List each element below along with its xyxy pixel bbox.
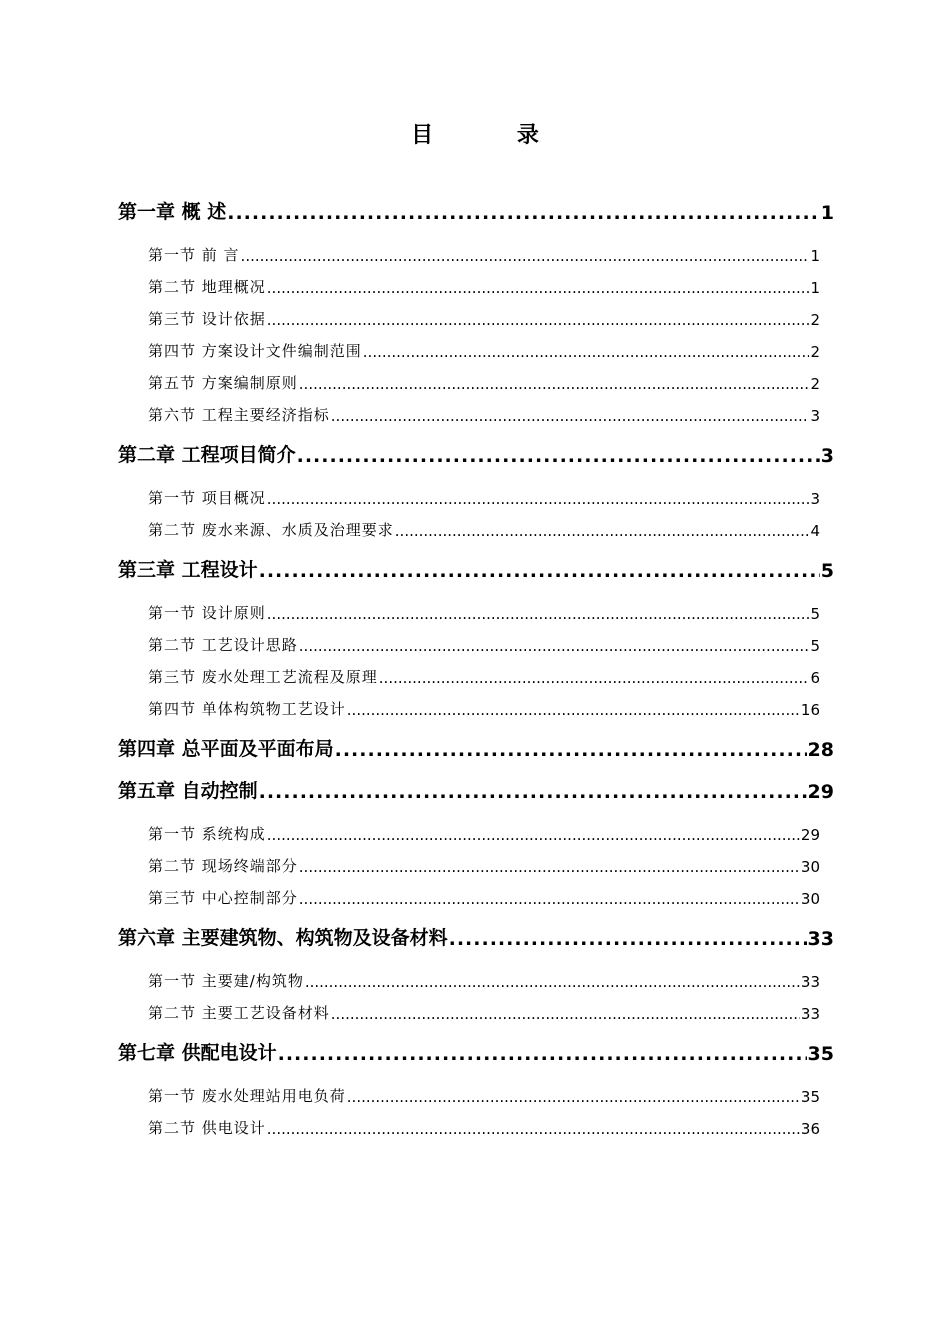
- dot-leader: [347, 701, 800, 719]
- dot-leader: [299, 637, 810, 655]
- toc-entry-page-number: 30: [800, 890, 820, 908]
- toc-entry-page-number: 5: [810, 605, 820, 623]
- dot-leader: [267, 490, 810, 508]
- toc-entry-label: 第一节 系统构成: [148, 825, 266, 843]
- toc-entry-label: 第一节 项目概况: [148, 489, 266, 507]
- toc-entry-page-number: 5: [810, 637, 820, 655]
- toc-entry-page-number: 1: [810, 279, 820, 297]
- toc-entry-label: 第六章 主要建筑物、构筑物及设备材料: [118, 927, 448, 949]
- dot-leader: [267, 605, 810, 623]
- dot-leader: [278, 1043, 807, 1065]
- toc-entry-label: 第三节 设计依据: [148, 310, 266, 328]
- toc-entry-page-number: 3: [820, 445, 834, 467]
- toc-entry-page-number: 28: [807, 739, 834, 761]
- toc-entry-label: 第六节 工程主要经济指标: [148, 406, 330, 424]
- dot-leader: [305, 973, 800, 991]
- toc-chapter-entry[interactable]: [118, 441, 834, 467]
- toc-section-entry[interactable]: [148, 666, 820, 687]
- toc-entry-page-number: 35: [800, 1088, 820, 1106]
- table-of-contents: [118, 198, 834, 1138]
- toc-entry-page-number: 1: [820, 202, 834, 224]
- toc-entry-page-number: 33: [807, 928, 834, 950]
- toc-section-entry[interactable]: [148, 970, 820, 991]
- toc-entry-page-number: 6: [810, 669, 820, 687]
- dot-leader: [395, 522, 810, 540]
- toc-entry-page-number: 2: [810, 311, 820, 329]
- toc-entry-label: 第四章 总平面及平面布局: [118, 738, 334, 760]
- toc-section-entry[interactable]: [148, 276, 820, 297]
- toc-entry-page-number: 2: [810, 375, 820, 393]
- dot-leader: [299, 890, 800, 908]
- dot-leader: [297, 445, 820, 467]
- toc-entry-label: 第三章 工程设计: [118, 559, 258, 581]
- toc-section-entry[interactable]: [148, 308, 820, 329]
- toc-entry-label: 第二节 工艺设计思路: [148, 636, 298, 654]
- toc-entry-page-number: 29: [807, 781, 834, 803]
- toc-section-entry[interactable]: [148, 404, 820, 425]
- toc-section-entry[interactable]: [148, 698, 820, 719]
- dot-leader: [449, 928, 807, 950]
- toc-chapter-entry[interactable]: [118, 924, 834, 950]
- toc-entry-page-number: 30: [800, 858, 820, 876]
- toc-entry-label: 第一章 概 述: [118, 201, 227, 223]
- toc-section-entry[interactable]: [148, 244, 820, 265]
- dot-leader: [259, 781, 807, 803]
- toc-entry-label: 第二节 地理概况: [148, 278, 266, 296]
- dot-leader: [241, 247, 810, 265]
- toc-entry-page-number: 36: [800, 1120, 820, 1138]
- toc-entry-label: 第四节 单体构筑物工艺设计: [148, 700, 346, 718]
- toc-entry-page-number: 16: [800, 701, 820, 719]
- toc-section-entry[interactable]: [148, 1117, 820, 1138]
- dot-leader: [267, 826, 800, 844]
- toc-entry-page-number: 5: [820, 560, 834, 582]
- toc-entry-label: 第二节 废水来源、水质及治理要求: [148, 521, 394, 539]
- toc-section-entry[interactable]: [148, 372, 820, 393]
- toc-section-entry[interactable]: [148, 340, 820, 361]
- toc-entry-page-number: 3: [810, 490, 820, 508]
- toc-entry-page-number: 4: [810, 522, 820, 540]
- toc-section-entry[interactable]: [148, 519, 820, 540]
- toc-section-entry[interactable]: [148, 602, 820, 623]
- dot-leader: [331, 407, 810, 425]
- toc-entry-page-number: 33: [800, 973, 820, 991]
- dot-leader: [267, 1120, 800, 1138]
- toc-entry-page-number: 35: [807, 1043, 834, 1065]
- toc-entry-label: 第一节 设计原则: [148, 604, 266, 622]
- dot-leader: [259, 560, 820, 582]
- dot-leader: [347, 1088, 800, 1106]
- dot-leader: [227, 202, 820, 224]
- toc-section-entry[interactable]: [148, 1002, 820, 1023]
- toc-chapter-entry[interactable]: [118, 1039, 834, 1065]
- toc-entry-label: 第一节 主要建/构筑物: [148, 972, 304, 990]
- dot-leader: [267, 311, 810, 329]
- toc-chapter-entry[interactable]: [118, 735, 834, 761]
- dot-leader: [379, 669, 810, 687]
- dot-leader: [335, 739, 807, 761]
- toc-entry-label: 第三节 中心控制部分: [148, 889, 298, 907]
- toc-entry-label: 第二章 工程项目简介: [118, 444, 296, 466]
- toc-section-entry[interactable]: [148, 887, 820, 908]
- toc-chapter-entry[interactable]: [118, 556, 834, 582]
- toc-section-entry[interactable]: [148, 823, 820, 844]
- toc-section-entry[interactable]: [148, 487, 820, 508]
- dot-leader: [267, 279, 810, 297]
- toc-entry-label: 第二节 主要工艺设备材料: [148, 1004, 330, 1022]
- toc-entry-label: 第五节 方案编制原则: [148, 374, 298, 392]
- dot-leader: [299, 375, 810, 393]
- toc-entry-page-number: 29: [800, 826, 820, 844]
- toc-entry-label: 第二节 供电设计: [148, 1119, 266, 1137]
- toc-title: 目 录: [411, 123, 577, 148]
- toc-entry-page-number: 3: [810, 407, 820, 425]
- toc-entry-label: 第四节 方案设计文件编制范围: [148, 342, 362, 360]
- toc-entry-page-number: 33: [800, 1005, 820, 1023]
- toc-chapter-entry[interactable]: [118, 198, 834, 224]
- toc-entry-label: 第七章 供配电设计: [118, 1042, 277, 1064]
- toc-entry-label: 第二节 现场终端部分: [148, 857, 298, 875]
- dot-leader: [331, 1005, 800, 1023]
- toc-entry-label: 第三节 废水处理工艺流程及原理: [148, 668, 378, 686]
- dot-leader: [363, 343, 810, 361]
- toc-entry-label: 第一节 前 言: [148, 246, 240, 264]
- toc-entry-page-number: 1: [810, 247, 820, 265]
- toc-section-entry[interactable]: [148, 855, 820, 876]
- toc-section-entry[interactable]: [148, 1085, 820, 1106]
- toc-entry-label: 第一节 废水处理站用电负荷: [148, 1087, 346, 1105]
- dot-leader: [299, 858, 800, 876]
- toc-entry-label: 第五章 自动控制: [118, 780, 258, 802]
- toc-chapter-entry[interactable]: [118, 777, 834, 803]
- toc-section-entry[interactable]: [148, 634, 820, 655]
- toc-entry-page-number: 2: [810, 343, 820, 361]
